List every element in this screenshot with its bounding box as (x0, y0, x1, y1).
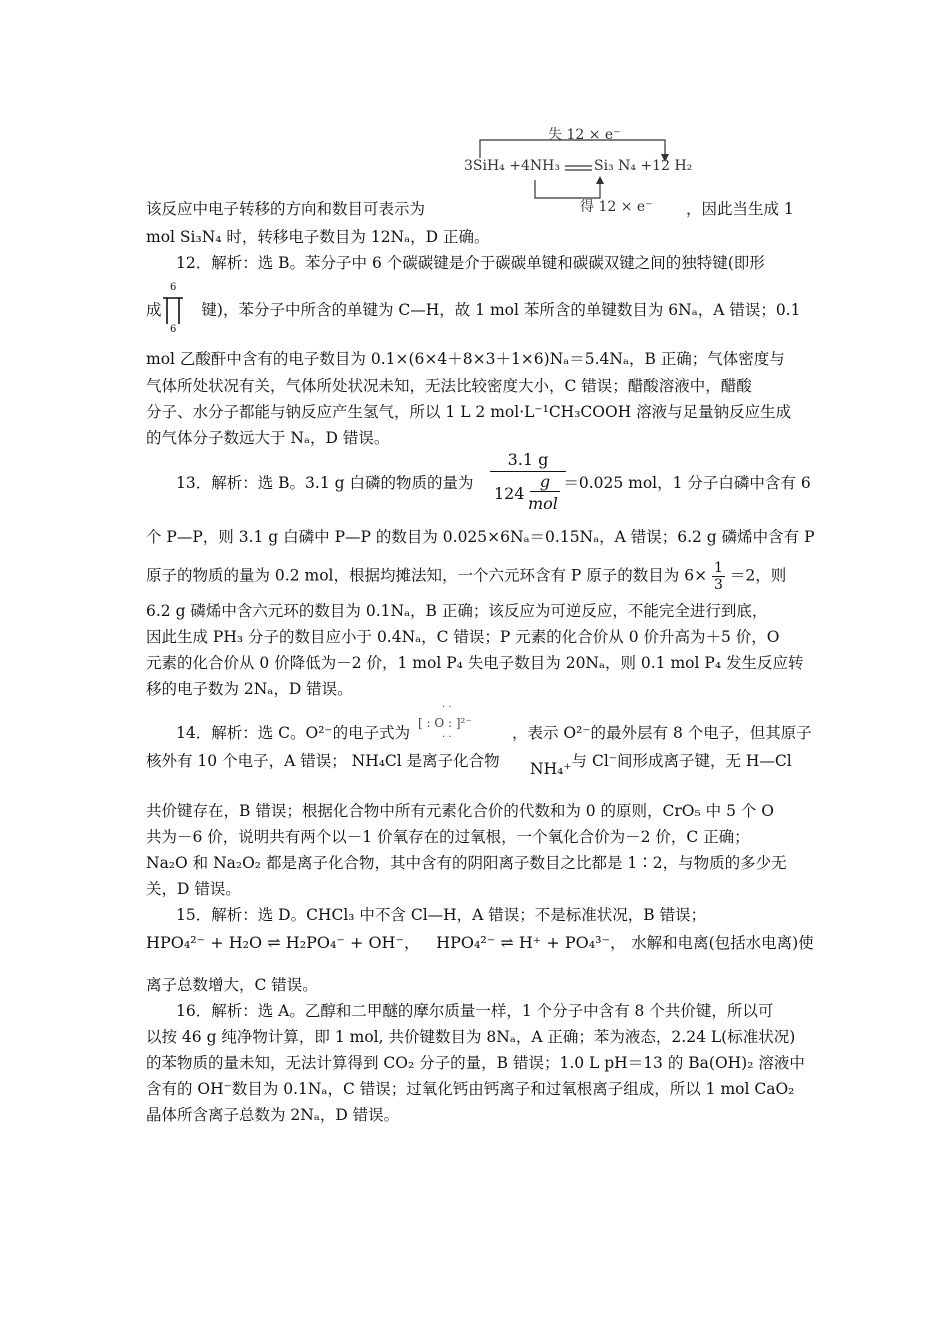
p14-line4: 共为－6 价，说明共有两个以－1 价氧存在的过氧根，一个氧化合价为－2 价，C 正确； (146, 828, 750, 846)
p14-text-2b: 与 Cl⁻间形成离子键，无 H—Cl (571, 752, 792, 770)
equation-left: 3SiH₄ +4NH₃ (464, 158, 560, 174)
p14-line5: Na₂O 和 Na₂O₂ 都是离子化合物，其中含有的阴阳离子数目之比都是 1∶2，与物质的多少无 (146, 854, 787, 872)
p11-text-b: ，因此当生成 1 (686, 200, 794, 218)
p16-line4: 含有的 OH⁻数目为 0.1Nₐ，C 错误；过氧化钙由钙离子和过氧根离子组成，所以 1 mol CaO₂ (146, 1080, 795, 1098)
p13-text-b: ＝0.025 mol，1 分子白磷中含有 6 (563, 474, 811, 492)
p12-line1: 12．解析：选 B。苯分子中 6 个碳碳键是介于碳碳单键和碳碳双键之间的独特键(即形 (176, 254, 765, 272)
p13-text-3a: 原子的物质的量为 0.2 mol，根据均摊法知，一个六元环含有 P 原子的数目为 6× (146, 566, 708, 585)
p14-text-a: 14．解析：选 C。O²⁻的电子式为 (176, 724, 411, 742)
third-denominator: 3 (714, 577, 723, 593)
p13-text-3b: ＝2，则 (729, 566, 787, 585)
p14-text-b: ，表示 O²⁻的最外层有 8 个电子，但其原子 (512, 724, 812, 742)
p11-text-a: 该反应中电子转移的方向和数目可表示为 (146, 200, 426, 218)
p12-line3: mol 乙酸酐中含有的电子数目为 0.1×(6×4＋8×3＋1×6)Nₐ＝5.4Nₐ，B 正确；气体密度与 (146, 350, 785, 368)
p12-line5: 分子、水分子都能与钠反应产生氢气，所以 1 L 2 mol·L⁻¹CH₃COOH 溶液与足量钠反应生成 (146, 403, 792, 421)
p13-line7: 移的电子数为 2Nₐ，D 错误。 (146, 680, 353, 698)
p11-line2: mol Si₃N₄ 时，转移电子数目为 12Nₐ，D 正确。 (146, 228, 490, 246)
p12-text-a: 成 (146, 301, 162, 319)
p12-line4: 气体所处状况有关，气体所处状况未知，无法比较密度大小，C 错误；醋酸溶液中，醋酸 (146, 377, 752, 395)
p11-line1 (146, 198, 806, 220)
unit-numerator: g (530, 472, 560, 492)
p15-equation-row (146, 930, 814, 956)
ammonium-ion: NH₄⁺ (530, 760, 572, 778)
prod-subscript: 6 (170, 324, 177, 335)
p16-line5: 晶体所含离子总数为 2Nₐ，D 错误。 (146, 1106, 400, 1124)
p13-line4: 6.2 g 磷烯中含六元环的数目为 0.1Nₐ，B 正确；该反应为可逆反应，不能完全进行到底， (146, 602, 768, 620)
ionization-equation: HPO₄²⁻ ⇌ H⁺ + PO₄³⁻， (436, 933, 626, 952)
molar-fraction (490, 450, 566, 516)
gain-electrons-label: 得 12 × e⁻ (580, 199, 653, 215)
prod-superscript: 6 (170, 282, 177, 293)
lose-electrons-label: 失 12 × e⁻ (548, 127, 621, 143)
product-symbol (158, 282, 188, 338)
oxide-formula-text: [ : O : ]²⁻ (418, 716, 472, 730)
p13-line3 (146, 560, 806, 593)
p14-line6: 关，D 错误。 (146, 880, 241, 898)
p12-text-b: 键)，苯分子中所含的单键为 C—H，故 1 mol 苯所含的单键数目为 6Nₐ，A 错误；0.1 (201, 301, 801, 319)
p14-line3: 共价键存在，B 错误；根据化合物中所有元素化合价的代数和为 0 的原则，CrO₅ 中 5 个 O (146, 802, 775, 820)
oxide-electron-formula: · · [ : O : ]²⁻ · · (418, 702, 472, 743)
p12-line2 (146, 299, 806, 321)
p16-line1: 16．解析：选 A。乙醇和二甲醚的摩尔质量一样，1 个分子中含有 8 个共价键，所以可 (176, 1002, 774, 1020)
p16-line3: 的苯物质的量未知，无法计算得到 CO₂ 分子的量，B 错误；1.0 L pH＝13 的 Ba(OH)₂ 溶液中 (146, 1054, 805, 1072)
p15-line1: 15．解析：选 D。CHCl₃ 中不含 Cl—H，A 错误；不是标准状况，B 错误； (176, 906, 707, 924)
equation-right: Si₃ N₄ +12 H₂ (594, 158, 693, 174)
one-third-fraction (712, 560, 725, 593)
p13-text-a: 13．解析：选 B。3.1 g 白磷的物质的量为 (176, 474, 474, 492)
p15-equation-tail: 水解和电离(包括水电离)使 (631, 934, 814, 952)
third-numerator: 1 (714, 560, 723, 576)
fraction-numerator: 3.1 g (490, 450, 566, 472)
p14-text-2a: 核外有 10 个电子，A 错误； NH₄Cl 是离子化合物 (146, 752, 500, 770)
hydrolysis-equation: HPO₄²⁻ + H₂O ⇌ H₂PO₄⁻ + OH⁻， (146, 933, 420, 952)
p13-line2: 个 P—P，则 3.1 g 白磷中 P—P 的数目为 0.025×6Nₐ＝0.15Nₐ，A 错误；6.2 g 磷烯中含有 P (146, 528, 815, 546)
p13-line6: 元素的化合价从 0 价降低为－2 价，1 mol P₄ 失电子数目为 20Nₐ，则 0.1 mol P₄ 发生反应转 (146, 654, 804, 672)
unit-denominator: mol (528, 494, 558, 513)
fraction-denominator (490, 472, 566, 516)
denominator-value: 124 (494, 484, 525, 503)
p12-line6: 的气体分子数远大于 Nₐ，D 错误。 (146, 429, 390, 447)
p14-line2 (146, 750, 806, 772)
p13-line5: 因此生成 PH₃ 分子的数目应小于 0.4Nₐ，C 错误；P 元素的化合价从 0 价升高为＋5 价，O (146, 628, 780, 646)
p16-line2: 以按 46 g 纯净物计算，即 1 mol, 共价键数目为 8Nₐ，A 正确；苯为液态，2.24 L(标准状况) (146, 1028, 796, 1046)
p15-line3: 离子总数增大，C 错误。 (146, 976, 318, 994)
